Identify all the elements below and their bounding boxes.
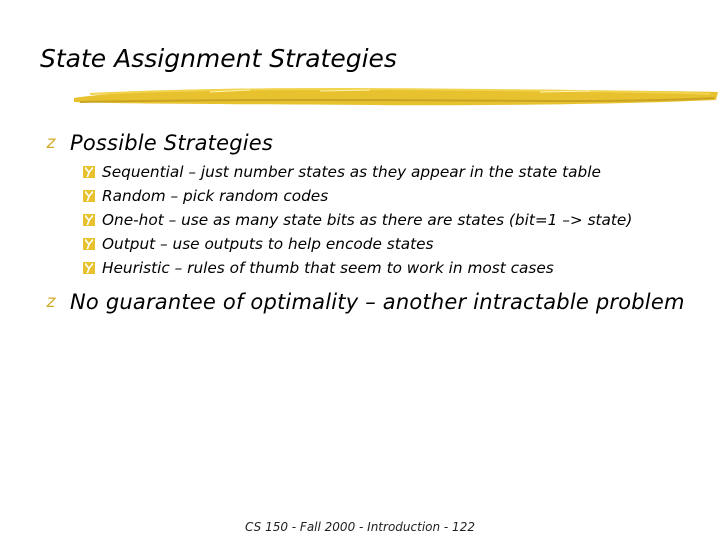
bullet-text: Possible Strategies bbox=[70, 131, 274, 155]
title-underline-brush bbox=[70, 84, 720, 110]
sub-bullet-output bbox=[83, 235, 433, 253]
z-bullet-icon: z bbox=[46, 292, 56, 312]
y-bullet-icon bbox=[83, 262, 95, 274]
sub-bullet-heuristic bbox=[83, 259, 554, 277]
slide-title: State Assignment Strategies bbox=[40, 44, 397, 73]
bullet-text: No guarantee of optimality – another intractable problem bbox=[70, 290, 685, 314]
sub-bullet-text: Heuristic – rules of thumb that seem to work in most cases bbox=[102, 259, 554, 277]
y-bullet-icon bbox=[83, 214, 95, 226]
sub-bullet-sequential bbox=[83, 163, 601, 181]
slide-footer: CS 150 - Fall 2000 - Introduction - 122 bbox=[245, 520, 475, 534]
bullet-possible-strategies bbox=[44, 131, 273, 155]
sub-bullet-text: Random – pick random codes bbox=[102, 187, 329, 205]
z-bullet-icon: z bbox=[46, 133, 56, 153]
sub-bullet-one-hot bbox=[83, 211, 632, 229]
y-bullet-icon bbox=[83, 166, 95, 178]
sub-bullet-text: Output – use outputs to help encode states bbox=[102, 235, 434, 253]
y-bullet-icon bbox=[83, 238, 95, 250]
sub-bullet-text: Sequential – just number states as they appear in the state table bbox=[102, 163, 601, 181]
sub-bullet-random bbox=[83, 187, 328, 205]
sub-bullet-text: One-hot – use as many state bits as there are states (bit=1 –> state) bbox=[102, 211, 633, 229]
y-bullet-icon bbox=[83, 190, 95, 202]
bullet-no-guarantee bbox=[44, 290, 685, 314]
